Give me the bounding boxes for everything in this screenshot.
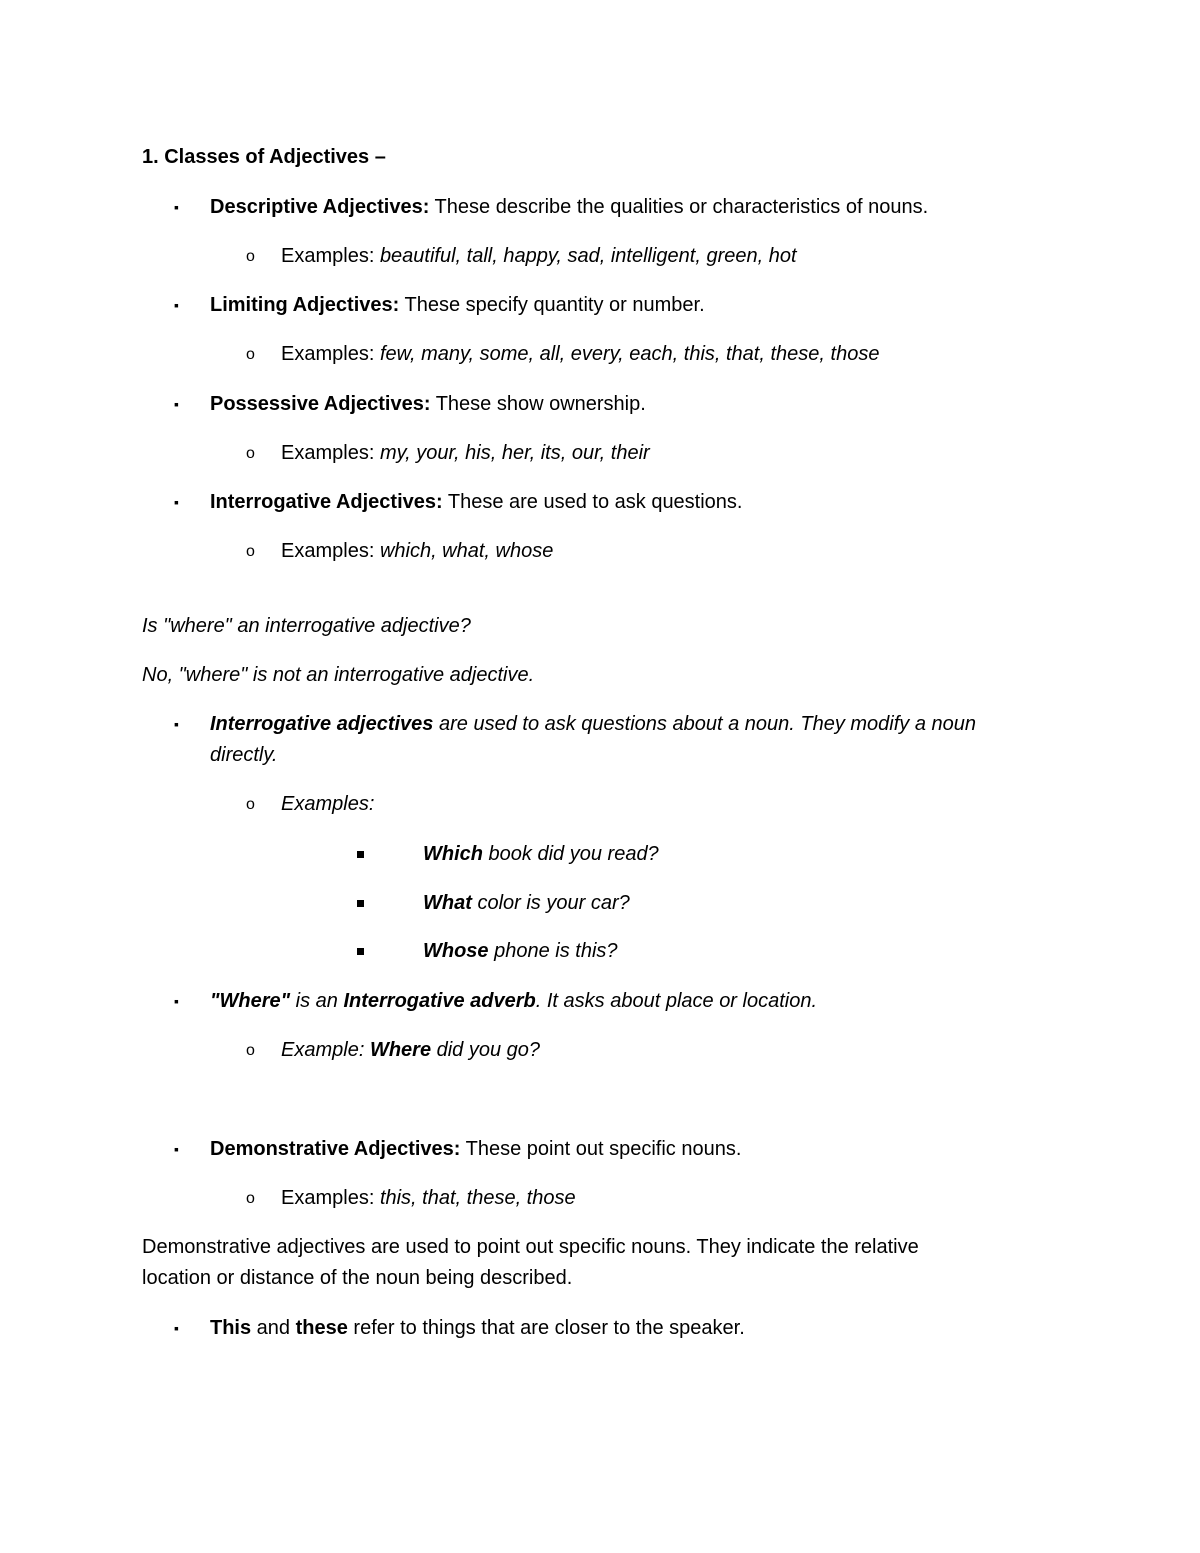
- bullet-icon: ▪: [174, 494, 179, 510]
- square-bullet-icon: [357, 900, 364, 907]
- term-demonstrative: Demonstrative Adjectives:: [210, 1138, 461, 1160]
- examples-interrogative: [281, 537, 553, 565]
- list-item-descriptive: [210, 193, 928, 221]
- examples-values: few, many, some, all, every, each, this, that, these, those: [379, 343, 880, 365]
- bullet-icon: ▪: [174, 1141, 179, 1157]
- qa-point-1: [210, 710, 976, 738]
- qa-point-2-word: "Where": [210, 990, 291, 1012]
- this-these-text: refer to things that are closer to the speaker.: [347, 1317, 745, 1339]
- circle-bullet-icon: o: [246, 248, 255, 265]
- qa-example-2-word: What: [423, 892, 472, 914]
- bullet-icon: ▪: [174, 716, 179, 732]
- qa-example-3: [423, 937, 618, 965]
- examples-limiting: [281, 340, 879, 368]
- question-line: Is "where" an interrogative adjective?: [142, 615, 471, 637]
- desc-descriptive: These describe the qualities or characteristics of nouns.: [429, 196, 929, 218]
- circle-bullet-icon: o: [246, 543, 255, 560]
- term-descriptive: Descriptive Adjectives:: [210, 196, 430, 218]
- circle-bullet-icon: o: [246, 445, 255, 462]
- qa-example-1: [423, 840, 659, 868]
- list-item-interrogative: [210, 488, 743, 516]
- qa-example-2: [423, 889, 630, 917]
- qa-point-2-text: . It asks about place or location.: [535, 990, 818, 1012]
- qa-example-2-text: color is your car?: [471, 892, 630, 914]
- desc-demonstrative: These point out specific nouns.: [460, 1138, 742, 1160]
- qa-example: [281, 1036, 540, 1064]
- examples-label: Examples:: [281, 540, 380, 562]
- desc-limiting: These specify quantity or number.: [399, 294, 705, 316]
- word-and: and: [251, 1317, 296, 1339]
- examples-values: this, that, these, those: [379, 1187, 576, 1209]
- bullet-icon: ▪: [174, 199, 179, 215]
- term-limiting: Limiting Adjectives:: [210, 294, 400, 316]
- circle-bullet-icon: o: [246, 346, 255, 363]
- qa-point-1-term: Interrogative adjectives: [210, 713, 434, 735]
- bullet-icon: ▪: [174, 1320, 179, 1336]
- examples-values: which, what, whose: [379, 540, 554, 562]
- examples-demonstrative: [281, 1184, 576, 1212]
- desc-possessive: These show ownership.: [430, 393, 646, 415]
- qa-example-label: Example:: [281, 1039, 370, 1061]
- qa-point-1-text: are used to ask questions about a noun. They modify a noun: [433, 713, 977, 735]
- square-bullet-icon: [357, 948, 364, 955]
- qa-example-text: did you go?: [431, 1039, 541, 1061]
- bullet-icon: ▪: [174, 396, 179, 412]
- qa-point-2: [210, 987, 817, 1015]
- qa-point-1-continued: directly.: [210, 744, 278, 766]
- word-this: This: [210, 1317, 252, 1339]
- list-item-possessive: [210, 390, 646, 418]
- desc-interrogative: These are used to ask questions.: [442, 491, 743, 513]
- examples-possessive: [281, 439, 650, 467]
- paragraph-line-1: Demonstrative adjectives are used to point out specific nouns. They indicate the relative: [142, 1236, 919, 1258]
- examples-label: Examples:: [281, 343, 380, 365]
- examples-label: Examples:: [281, 442, 380, 464]
- examples-descriptive: [281, 242, 797, 270]
- paragraph-line-2: location or distance of the noun being described.: [142, 1267, 573, 1289]
- examples-label: Examples:: [281, 1187, 380, 1209]
- square-bullet-icon: [357, 851, 364, 858]
- term-possessive: Possessive Adjectives:: [210, 393, 431, 415]
- answer-line: No, "where" is not an interrogative adjective.: [142, 664, 535, 686]
- circle-bullet-icon: o: [246, 1190, 255, 1207]
- term-interrogative: Interrogative Adjectives:: [210, 491, 443, 513]
- examples-values: beautiful, tall, happy, sad, intelligent, green, hot: [379, 245, 797, 267]
- bullet-icon: ▪: [174, 297, 179, 313]
- qa-example-3-text: phone is this?: [488, 940, 618, 962]
- qa-point-2-term: Interrogative adverb: [343, 990, 536, 1012]
- list-item-demonstrative: [210, 1135, 741, 1163]
- examples-values: my, your, his, her, its, our, their: [379, 442, 650, 464]
- word-these: these: [295, 1317, 348, 1339]
- section-heading: 1. Classes of Adjectives –: [142, 146, 386, 168]
- qa-examples-label: Examples:: [281, 793, 375, 815]
- qa-example-1-word: Which: [423, 843, 483, 865]
- qa-example-3-word: Whose: [423, 940, 489, 962]
- list-item-limiting: [210, 291, 705, 319]
- qa-point-2-mid: is an: [290, 990, 344, 1012]
- qa-example-1-text: book did you read?: [483, 843, 659, 865]
- circle-bullet-icon: o: [246, 1042, 255, 1059]
- circle-bullet-icon: o: [246, 796, 255, 813]
- list-item-this-these: [210, 1314, 745, 1342]
- bullet-icon: ▪: [174, 993, 179, 1009]
- qa-example-word: Where: [369, 1039, 432, 1061]
- examples-label: Examples:: [281, 245, 380, 267]
